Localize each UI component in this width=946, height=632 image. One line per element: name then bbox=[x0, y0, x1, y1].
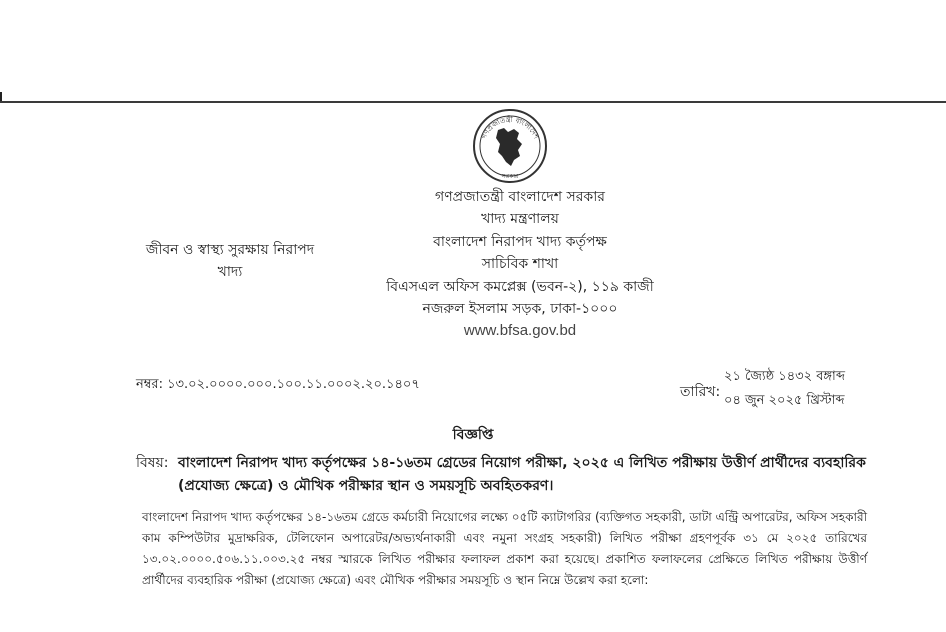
seal-bottom-text: সরকার bbox=[501, 173, 519, 180]
header-line-government: গণপ্রজাতন্ত্রী বাংলাদেশ সরকার bbox=[435, 189, 605, 205]
header-line-ministry: খাদ্য মন্ত্রণালয় bbox=[481, 211, 559, 228]
blank-header-strip bbox=[0, 0, 946, 103]
header-line-section: সাচিবিক শাখা bbox=[481, 256, 559, 273]
subject-label: বিষয়: bbox=[136, 455, 169, 471]
date-bangla: ২১ জ্যৈষ্ঠ ১৪৩২ বঙ্গাব্দ bbox=[724, 369, 845, 384]
date-values bbox=[724, 365, 845, 413]
date-label: তারিখ: bbox=[680, 384, 721, 400]
subject bbox=[136, 452, 866, 498]
notice-title: বিজ্ঞপ্তি bbox=[452, 427, 494, 443]
office-header bbox=[350, 186, 690, 343]
date-gregorian: ০৪ জুন ২০২৫ খ্রিস্টাব্দ bbox=[724, 393, 845, 408]
seal-emblem-icon bbox=[462, 106, 558, 190]
page-edge-mark bbox=[0, 92, 2, 101]
slogan bbox=[130, 239, 330, 283]
header-line-address-1: বিএসএল অফিস কমপ্লেক্স (ভবন-২), ১১৯ কাজী bbox=[386, 278, 654, 295]
header-line-authority: বাংলাদেশ নিরাপদ খাদ্য কর্তৃপক্ষ bbox=[433, 233, 607, 250]
reference-number: নম্বর: ১৩.০২.০০০০.০০০.১০০.১১.০০০২.২০.১৪০৭ bbox=[136, 377, 420, 392]
slogan-line-2: খাদ্য bbox=[217, 264, 243, 280]
website-link[interactable]: www.bfsa.gov.bd bbox=[463, 322, 577, 340]
seal-text: গণপ্রজাতন্ত্রী বাংলাদেশ bbox=[479, 115, 541, 141]
notice-body: বাংলাদেশ নিরাপদ খাদ্য কর্তৃপক্ষের ১৪-১৬তম গ্রেডে কর্মচারী নিয়োগের লক্ষ্যে ০৫টি ক্যাটাগরির (ব্যক্তিগত সহকারী, ডাটা এন্ট্রি অপারেটর, অফিস সহকারী কাম কম্পিউটার মুদ্রাক্ষরিক, টেলিফোন অপারেটর/অভ্যর্থনাকারী এবং নমুনা সংগ্রহ সহকারী) লিখিত পরীক্ষা গ্রহণপূর্বক ৩১ মে ২০২৫ তারিখের ১৩.০২.০০০০.৫০৬.১১.০০৩.২৫ নম্বর স্মারকে লিখিত পরীক্ষার ফলাফল প্রকাশ করা হয়েছে। প্রকাশিত ফলাফলের প্রেক্ষিতে লিখিত পরীক্ষায় উত্তীর্ণ প্রার্থীদের ব্যবহারিক পরীক্ষা (প্রযোজ্য ক্ষেত্রে) এবং মৌখিক পরীক্ষার সময়সূচি ও স্থান নিম্নে উল্লেখ করা হলো: bbox=[142, 510, 867, 587]
subject-text: বাংলাদেশ নিরাপদ খাদ্য কর্তৃপক্ষের ১৪-১৬তম গ্রেডের নিয়োগ পরীক্ষা, ২০২৫ এ লিখিত পরীক্ষায় উত্তীর্ণ প্রার্থীদের ব্যবহারিক (প্রযোজ্য ক্ষেত্রে) ও মৌখিক পরীক্ষার স্থান ও সময়সূচি অবহিতকরণ। bbox=[178, 455, 866, 494]
header-line-address-2: নজরুল ইসলাম সড়ক, ঢাকা-১০০০ bbox=[422, 301, 618, 318]
slogan-line-1: জীবন ও স্বাস্থ্য সুরক্ষায় নিরাপদ bbox=[145, 242, 315, 258]
government-seal bbox=[462, 106, 558, 190]
